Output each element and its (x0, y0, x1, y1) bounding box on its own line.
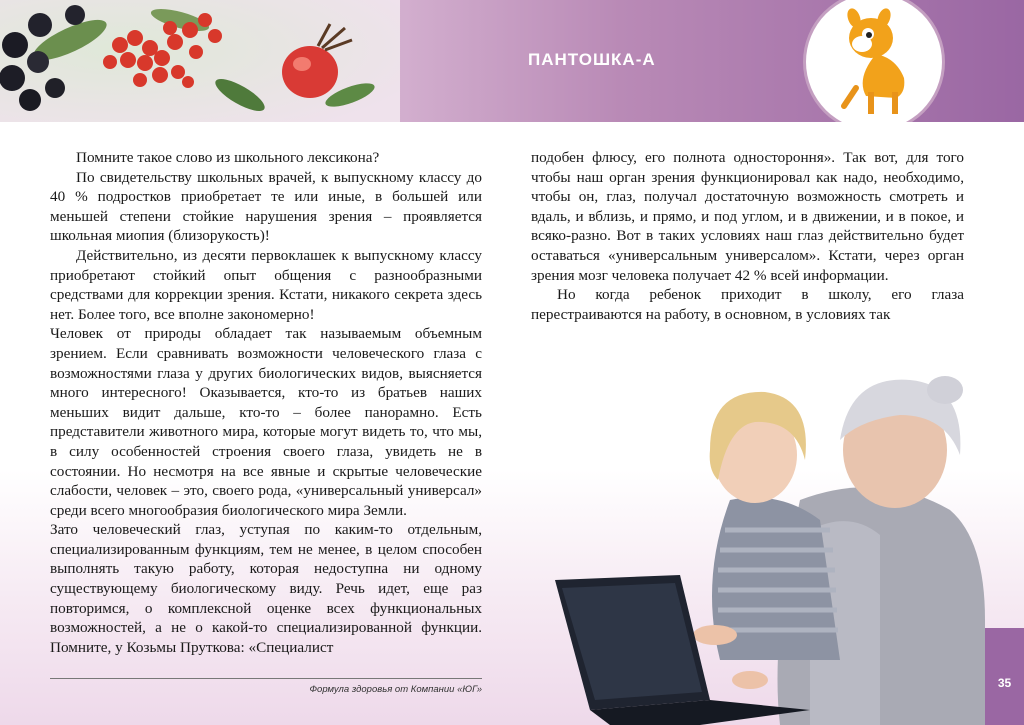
grandmother-child-laptop-photo (550, 360, 985, 725)
footer-caption: Формула здоровья от Компании «ЮГ» (309, 684, 482, 695)
paragraph: Зато человеческий глаз, уступая по каким-то отдельным, специализированным функциям, тем не менее, в целом способен выполнять такую работу, которая недоступна ни одному существующему биологическому виду. Речь идет, еще раз повторимся, о комплексной оценке всех функциональных возможностей, а не о какой-то специализированной функции. Помните, у Козьмы Пруткова: «Специалист (50, 521, 482, 656)
page-header (0, 0, 1024, 122)
left-text-column (50, 148, 482, 657)
paragraph: Помните такое слово из школьного лексикона? (76, 149, 380, 166)
page-title: ПАНТОШКА-А (528, 50, 656, 69)
paragraph: подобен флюсу, его полнота одностороння». Так вот, для того чтобы наш орган зрения функционировал как надо, необходимо, чтобы он, глаз, получал достаточную возможность смотреть и вдаль, и вблизь, и прямо, и под углом, и в движении, и в покое, и всяко-разно. Вот в таких условиях наш глаз действительно будет оставаться «универсальным универсалом». Кстати, через орган зрения мозг человека получает 42 % всей информации. (531, 149, 964, 284)
paragraph: Но когда ребенок приходит в школу, его глаза перестраиваются на работу, в основном, в условиях так (531, 286, 964, 323)
berries-photo (0, 0, 400, 122)
mascot-badge (806, 0, 942, 122)
paragraph: По свидетельству школьных врачей, к выпускному классу до 40 % подростков приобретает те или иные, в большей или меньшей степени стойкие нарушения зрения – проявляется школьная миопия (близорукость)! (50, 168, 482, 245)
page-number: 35 (997, 676, 1012, 690)
footer-divider (50, 678, 482, 679)
right-text-column (531, 148, 964, 324)
paragraph: Действительно, из десяти первоклашек к выпускному классу приобретают стойкий опыт общения с разнообразными средствами для коррекции зрения. Кстати, никакого секрета здесь нет. Более того, все вполне закономерно! (50, 246, 482, 323)
page-number-tab (985, 628, 1024, 725)
mascot-deer-icon (826, 8, 926, 120)
paragraph: Человек от природы обладает так называемым объемным зрением. Если сравнивать возможности человеческого глаза с возможностями глаза у других биологических видов, выясняется много интересного! Оказывается, кто-то из братьев наших меньших видит дальше, кто-то – более панорамно. Есть представители животного мира, которые могут видеть то, что мы, в силу особенностей строения своего глаза, увидеть не в состоянии. Но несмотря на все явные и скрытые человеческие слабости, человек – это, своего рода, «универсальный универсал» среди всего многообразия биологического мира Земли. (50, 325, 482, 519)
